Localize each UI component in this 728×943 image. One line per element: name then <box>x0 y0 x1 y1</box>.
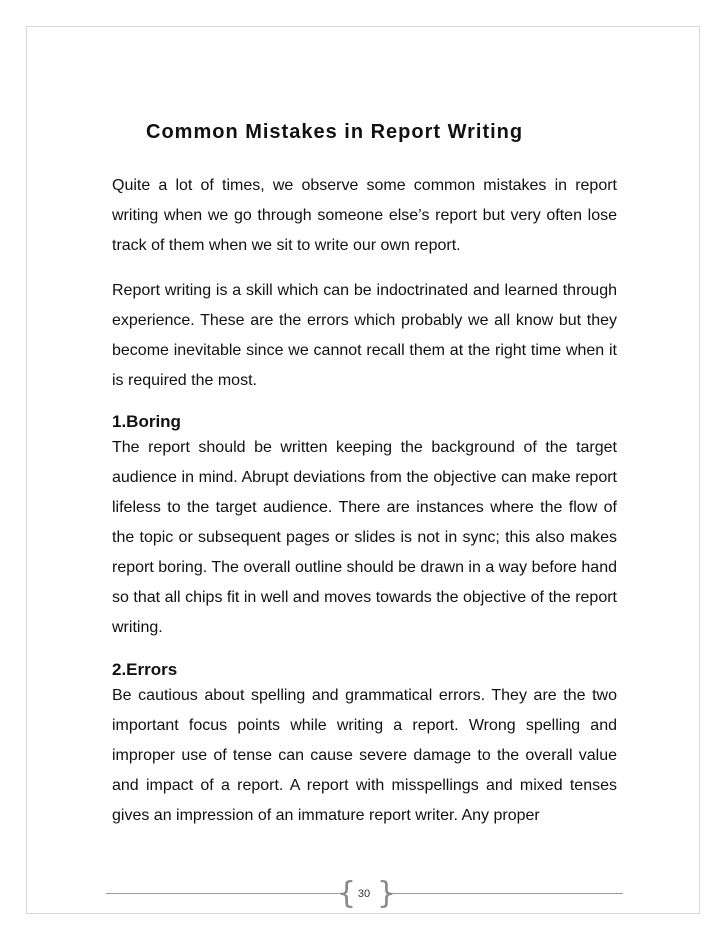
page-title: Common Mistakes in Report Writing <box>146 121 524 143</box>
footer-rule-left <box>106 893 342 894</box>
section-text-boring: The report should be written keeping the background of the target audience in mind. Abrupt deviations from the objective can make report lifeless to the target audience. There are instances where the flow of the topic or subsequent pages or slides is not in sync; this also makes report boring. The overall outline should be drawn in a way before hand so that all chips fit in well and moves towards the objective of the report writing. <box>112 439 617 636</box>
intro-paragraph-1: Quite a lot of times, we observe some common mistakes in report writing when we go through someone else’s report but very often lose track of them when we sit to write our own report. <box>112 177 617 254</box>
page-number: 30 <box>357 888 371 900</box>
section-text-errors: Be cautious about spelling and grammatical errors. They are the two important focus points while writing a report. Wrong spelling and improper use of tense can cause severe damage to the overall value and impact of a report. A report with misspellings and mixed tenses gives an impression of an immature report writer. Any proper <box>112 687 617 824</box>
left-bracket-icon: { <box>337 876 357 911</box>
intro-paragraph-2: Report writing is a skill which can be indoctrinated and learned through experience. These are the errors which probably we all know but they become inevitable since we cannot recall them at the right time when it is required the most. <box>112 282 617 389</box>
section-heading-errors: 2.Errors <box>112 660 178 679</box>
footer-rule-right <box>386 893 623 894</box>
right-bracket-icon: } <box>377 876 397 911</box>
section-heading-boring: 1.Boring <box>112 412 181 431</box>
